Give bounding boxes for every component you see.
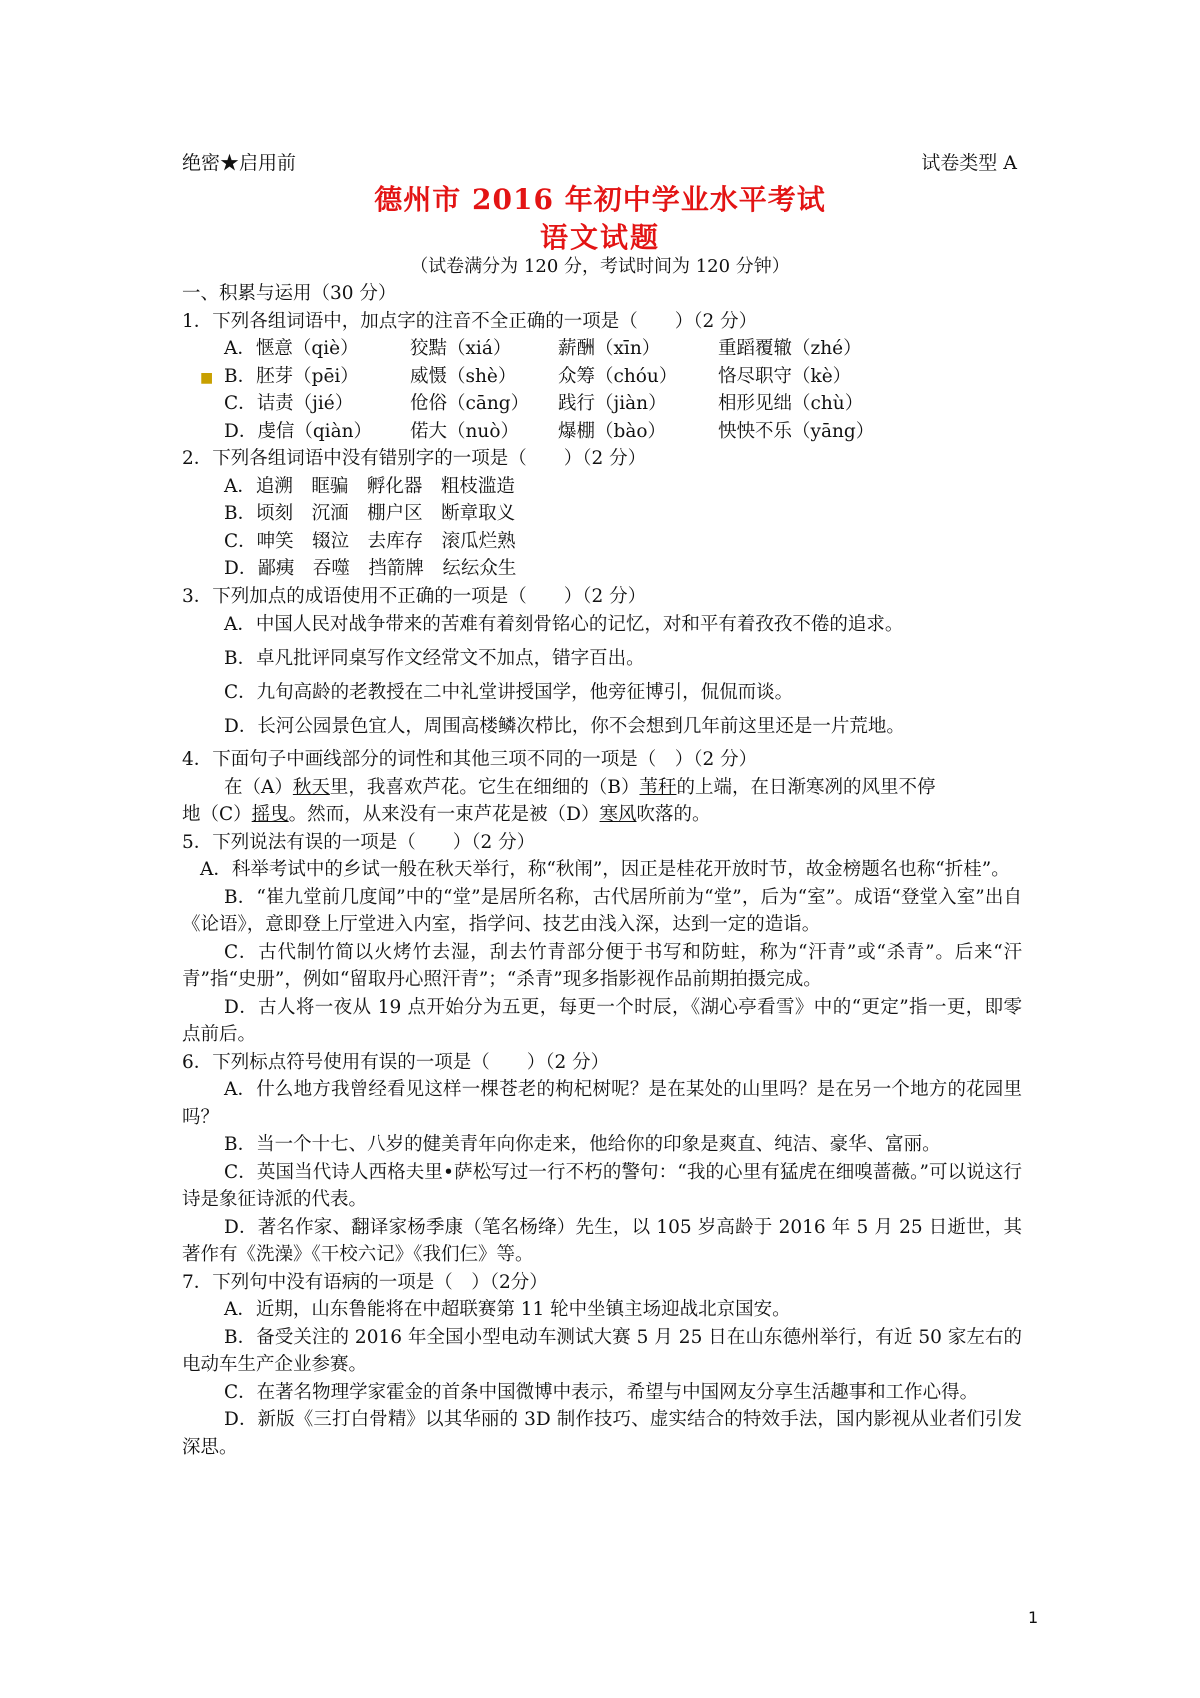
q2-stem: 2．下列各组词语中没有错别字的一项是（ ）（2 分） <box>182 448 647 469</box>
q6-option-c: C．英国当代诗人西格夫里•萨松写过一行不朽的警句：“我的心里有猛虎在细嗅蔷薇。”可以说这行诗是象征诗派的代表。 <box>182 1161 1022 1210</box>
q2-option-d: D．鄙痍 吞噬 挡箭牌 纭纭众生 <box>224 558 517 579</box>
q4-underline-d: 寒风 <box>599 804 637 825</box>
q4-text-2: 里，我喜欢芦花。它生在细细的（B） <box>329 776 640 798</box>
q5-option-c: C．古代制竹简以火烤竹去湿，刮去竹青部分便于书写和防蛀，称为“汗青”或“杀青”。后来“汗青”指“史册”，例如“留取丹心照汗青”；“杀青”现多指影视作品前期拍摄完成。 <box>182 941 1022 990</box>
q1-b-2: 威慑（shè） <box>410 365 517 387</box>
q6-option-d: D．著名作家、翻译家杨季康（笔名杨绛）先生，以 105 岁高龄于 2016 年 5 月 25 日逝世，其著作有《洗澡》《干校六记》《我们仨》等。 <box>182 1216 1022 1265</box>
q4-underline-c: 摇曳 <box>251 804 289 825</box>
confidential-label: 绝密★启用前 <box>182 152 297 174</box>
section-heading: 一、积累与运用（30 分） <box>182 283 397 304</box>
q4-stem: 4．下面句子中画线部分的词性和其他三项不同的一项是（ ）（2 分） <box>182 749 758 770</box>
q5-stem: 5．下列说法有误的一项是（ ）（2 分） <box>182 831 536 853</box>
q1-c-3: 践行（jiàn） <box>558 393 667 414</box>
q2-option-c: C．呻笑 辍泣 去库存 滚瓜烂熟 <box>224 530 516 552</box>
q1-d-2: 偌大（nuò） <box>410 420 519 442</box>
q1-c-2: 伧俗（cāng） <box>410 393 530 414</box>
q4-text-4: 地（C） <box>182 804 252 825</box>
q7-stem: 7．下列句中没有语病的一项是（ ）（2分） <box>182 1271 548 1293</box>
q2-option-a: A．追溯 眶骗 孵化器 粗枝滥造 <box>224 475 515 497</box>
q1-c-1: C．诘责（jié） <box>224 393 354 414</box>
q1-d-3: 爆棚（bào） <box>558 420 667 442</box>
q4-text-6: 吹落的。 <box>636 804 711 825</box>
q3-stem: 3．下列加点的成语使用不正确的一项是（ ）（2 分） <box>182 585 647 607</box>
q1-b-1: B．胚芽（pēi） <box>224 365 359 387</box>
q7-option-c: C．在著名物理学家霍金的首条中国微博中表示，希望与中国网友分享生活趣事和工作心得。 <box>224 1381 979 1403</box>
q6-option-b: B．当一个十七、八岁的健美青年向你走来，他给你的印象是爽直、纯洁、豪华、富丽。 <box>224 1134 941 1155</box>
q6-stem: 6．下列标点符号使用有误的一项是（ ）（2 分） <box>182 1051 610 1073</box>
exam-title: 德州市 2016 年初中学业水平考试 <box>374 183 826 216</box>
q1-option-b <box>182 363 1022 391</box>
q1-a-3: 薪酬（xīn） <box>558 338 661 359</box>
q3-option-d: D．长河公园景色宜人，周围高楼鳞次栉比，你不会想到几年前这里还是一片荒地。 <box>224 716 905 737</box>
q5-option-a: A．科举考试中的乡试一般在秋天举行，称“秋闱”，因正是桂花开放时节，故金榜题名也称“折桂”。 <box>200 859 1010 880</box>
exam-subtitle: 语文试题 <box>539 221 660 254</box>
q1-a-4: 重蹈覆辙（zhé） <box>718 338 862 359</box>
exam-note: （试卷满分为 120 分，考试时间为 120 分钟） <box>410 256 790 277</box>
q1-option-a <box>182 335 1022 363</box>
q3-option-c: C．九旬高龄的老教授在二中礼堂讲授国学，他旁征博引，侃侃而谈。 <box>224 682 794 703</box>
highlight-mark: ■ <box>200 369 214 386</box>
q7-option-d: D．新版《三打白骨精》以其华丽的 3D 制作技巧、虚实结合的特效手法，国内影视从业者们引发深思。 <box>182 1409 1022 1458</box>
q4-passage-line1 <box>182 774 1022 802</box>
q4-text-5: 。然而，从来没有一束芦花是被（D） <box>288 804 600 825</box>
q1-b-4: 恪尽职守（kè） <box>718 365 852 387</box>
q4-underline-b: 苇秆 <box>639 776 677 798</box>
paper-type-label: 试卷类型 A <box>921 152 1017 174</box>
q1-option-d <box>182 418 1022 446</box>
q4-passage-line2 <box>182 801 1022 829</box>
q3-option-b: B．卓凡批评同桌写作文经常文不加点，错字百出。 <box>224 648 645 669</box>
q5-option-b: B．“崔九堂前几度闻”中的“堂”是居所名称，古代居所前为“堂”，后为“室”。成语“登堂入室”出自《论语》，意即登上厅堂进入内室，指学问、技艺由浅入深，达到一定的造诣。 <box>182 886 1022 935</box>
q1-a-2: 狡黠（xiá） <box>410 338 512 359</box>
q1-stem: 1．下列各组词语中，加点字的注音不全正确的一项是（ ）（2 分） <box>182 310 758 332</box>
page-number: 1 <box>1028 1608 1039 1627</box>
q5-option-d: D．古人将一夜从 19 点开始分为五更，每更一个时辰，《湖心亭看雪》中的“更定”指一更，即零点前后。 <box>182 996 1022 1045</box>
q1-c-4: 相形见绌（chù） <box>718 393 864 414</box>
q4-text-1: 在（A） <box>224 776 293 798</box>
q7-option-a: A．近期，山东鲁能将在中超联赛第 11 轮中坐镇主场迎战北京国安。 <box>224 1299 791 1320</box>
q4-text-3: 的上端，在日渐寒冽的风里不停 <box>676 776 936 798</box>
q1-a-1: A．惬意（qiè） <box>224 338 359 359</box>
q1-d-4: 怏怏不乐（yāng） <box>718 420 875 442</box>
q2-option-b: B．顷刻 沉湎 棚户区 断章取义 <box>224 503 516 524</box>
q1-option-c <box>182 390 1022 418</box>
q3-option-a: A．中国人民对战争带来的苦难有着刻骨铭心的记忆，对和平有着孜孜不倦的追求。 <box>224 614 904 635</box>
q1-b-3: 众筹（chóu） <box>558 365 678 387</box>
header-row <box>182 148 1017 178</box>
q4-underline-a: 秋天 <box>292 776 330 798</box>
q6-option-a: A．什么地方我曾经看见这样一棵苍老的枸杞树呢？是在某处的山里吗？是在另一个地方的花园里吗？ <box>182 1079 1022 1128</box>
q7-option-b: B．备受关注的 2016 年全国小型电动车测试大赛 5 月 25 日在山东德州举行，有近 50 家左右的电动车生产企业参赛。 <box>182 1326 1022 1375</box>
exam-content <box>182 280 1022 1461</box>
q1-d-1: D．虔信（qiàn） <box>224 420 373 442</box>
